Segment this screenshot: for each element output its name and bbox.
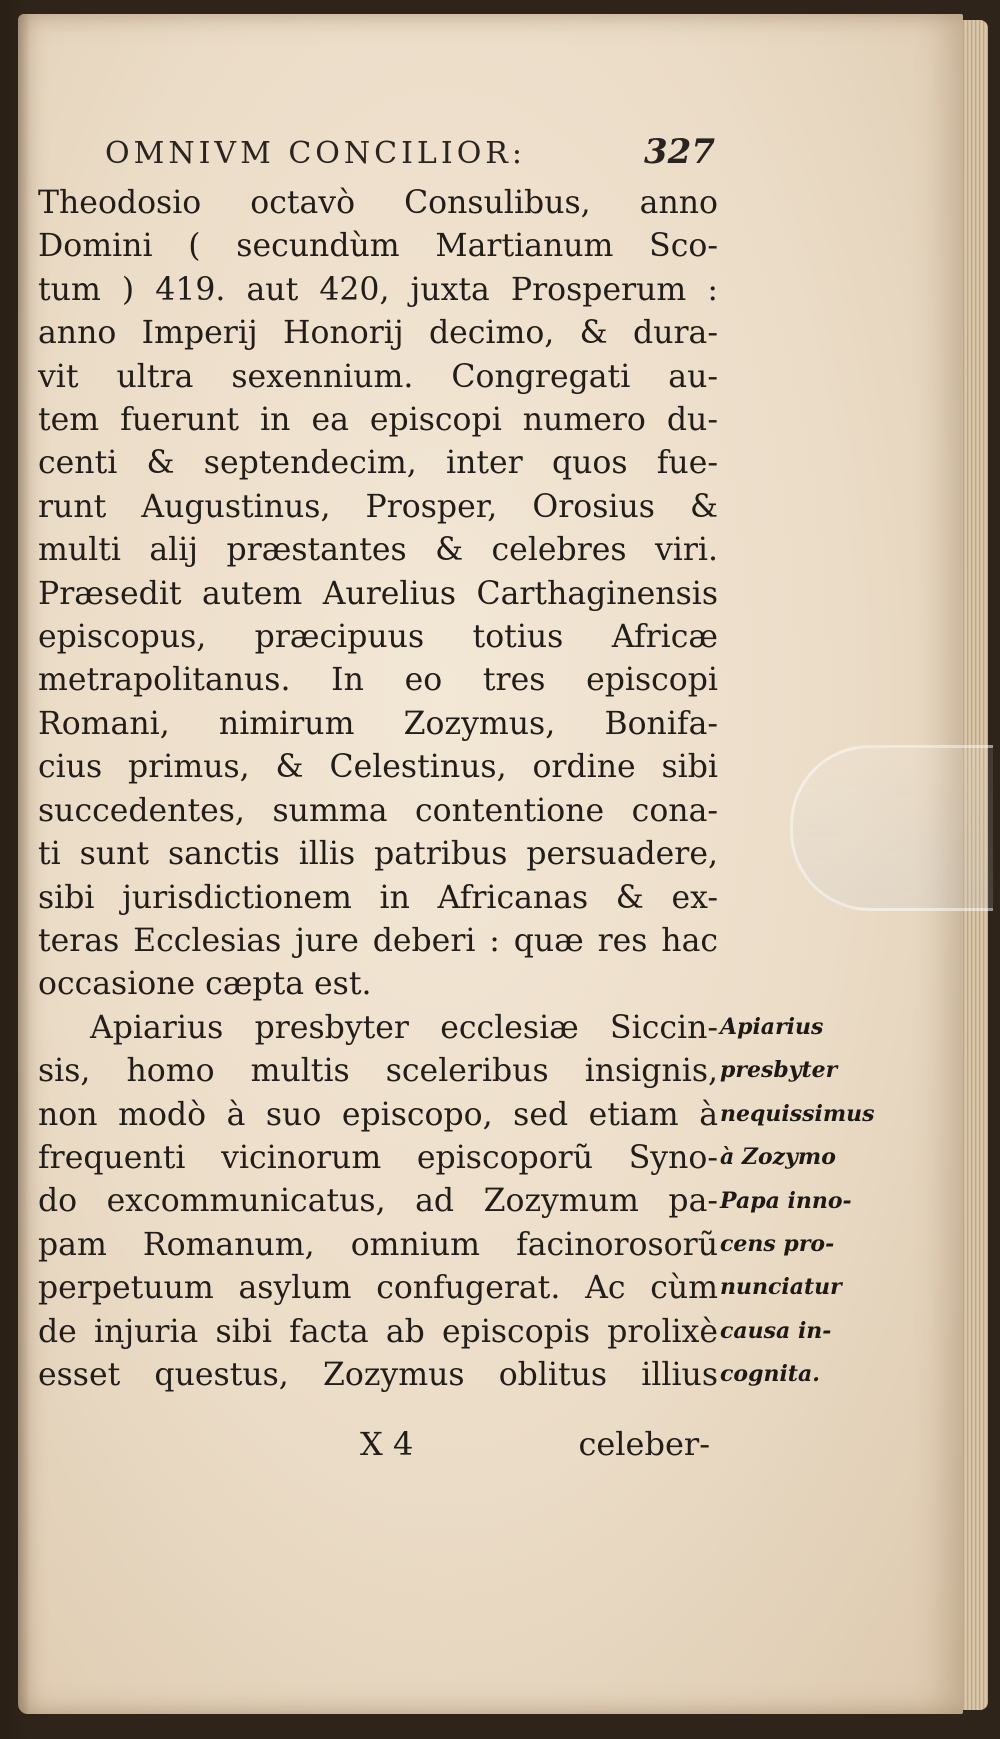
- margin-note-line: causa in-: [720, 1317, 832, 1344]
- running-head: [105, 132, 715, 172]
- text-line: Apiarius presbyter ecclesiæ Siccin-: [90, 1009, 718, 1046]
- text-line: anno Imperij Honorij decimo, & dura-: [38, 315, 718, 352]
- text-line: Theodosio octavò Consulibus, anno: [38, 185, 718, 221]
- text-line: perpetuum asylum confugerat. Ac cùm: [38, 1270, 718, 1307]
- text-line: occasione cæpta est.: [38, 966, 372, 1003]
- text-line: sibi jurisdictionem in Africanas & ex-: [38, 879, 718, 916]
- marginal-note: [720, 1006, 875, 1397]
- body-text: [38, 182, 718, 1397]
- facing-page-bleed: [2, 170, 28, 1570]
- text-line: Domini ( secundùm Martianum Sco-: [38, 228, 718, 265]
- running-title: OMNIVM CONCILIOR:: [105, 136, 526, 171]
- text-line: multi alij præstantes & celebres viri.: [38, 532, 718, 569]
- text-line: cius primus, & Celestinus, ordine sibi: [38, 749, 718, 786]
- margin-note-line: Papa inno-: [720, 1187, 852, 1214]
- text-line: teras Ecclesias jure deberi : quæ res hac: [38, 922, 718, 959]
- margin-note-line: presbyter: [720, 1057, 838, 1084]
- margin-note-line: nequissimus: [720, 1100, 875, 1127]
- text-line: non modò à suo episcopo, sed etiam à: [38, 1096, 718, 1133]
- catchword: celeber-: [578, 1425, 710, 1463]
- text-line: tum ) 419. aut 420, juxta Prosperum :: [38, 271, 718, 308]
- margin-note-line: nunciatur: [720, 1274, 842, 1301]
- text-line: sis, homo multis sceleribus insignis,: [38, 1053, 718, 1090]
- text-line: pam Romanum, omnium facinorosorũ: [38, 1226, 718, 1263]
- text-line: tem fuerunt in ea episcopi numero du-: [38, 402, 718, 439]
- text-line: succedentes, summa contentione cona-: [38, 792, 718, 829]
- text-line: frequenti vicinorum episcoporũ Syno-: [38, 1139, 718, 1176]
- margin-note-line: cognita.: [720, 1361, 820, 1388]
- text-line: Romani, nimirum Zozymus, Bonifa-: [38, 705, 718, 742]
- text-line: de injuria sibi facta ab episcopis prolixè: [38, 1313, 718, 1350]
- text-line: vit ultra sexennium. Congregati au-: [38, 358, 718, 395]
- margin-note-line: cens pro-: [720, 1231, 835, 1258]
- text-line: centi & septendecim, inter quos fue-: [38, 445, 718, 482]
- page-number: 327: [644, 132, 715, 172]
- text-line: metrapolitanus. In eo tres episcopi: [38, 662, 718, 699]
- text-line: runt Augustinus, Prosper, Orosius &: [38, 488, 718, 525]
- text-line: do excommunicatus, ad Zozymum pa-: [38, 1183, 718, 1220]
- text-line: Præsedit autem Aurelius Carthaginensis: [38, 575, 718, 612]
- text-line: episcopus, præcipuus totius Africæ: [38, 619, 718, 656]
- text-line: esset questus, Zozymus oblitus illius: [38, 1356, 718, 1393]
- page-clip: [790, 745, 993, 911]
- margin-note-line: Apiarius: [720, 1014, 824, 1040]
- text-line: ti sunt sanctis illis patribus persuadere,: [38, 836, 718, 873]
- signature-mark: X 4: [360, 1425, 414, 1463]
- footer-line: [360, 1425, 710, 1463]
- margin-note-line: à Zozymo: [720, 1144, 836, 1171]
